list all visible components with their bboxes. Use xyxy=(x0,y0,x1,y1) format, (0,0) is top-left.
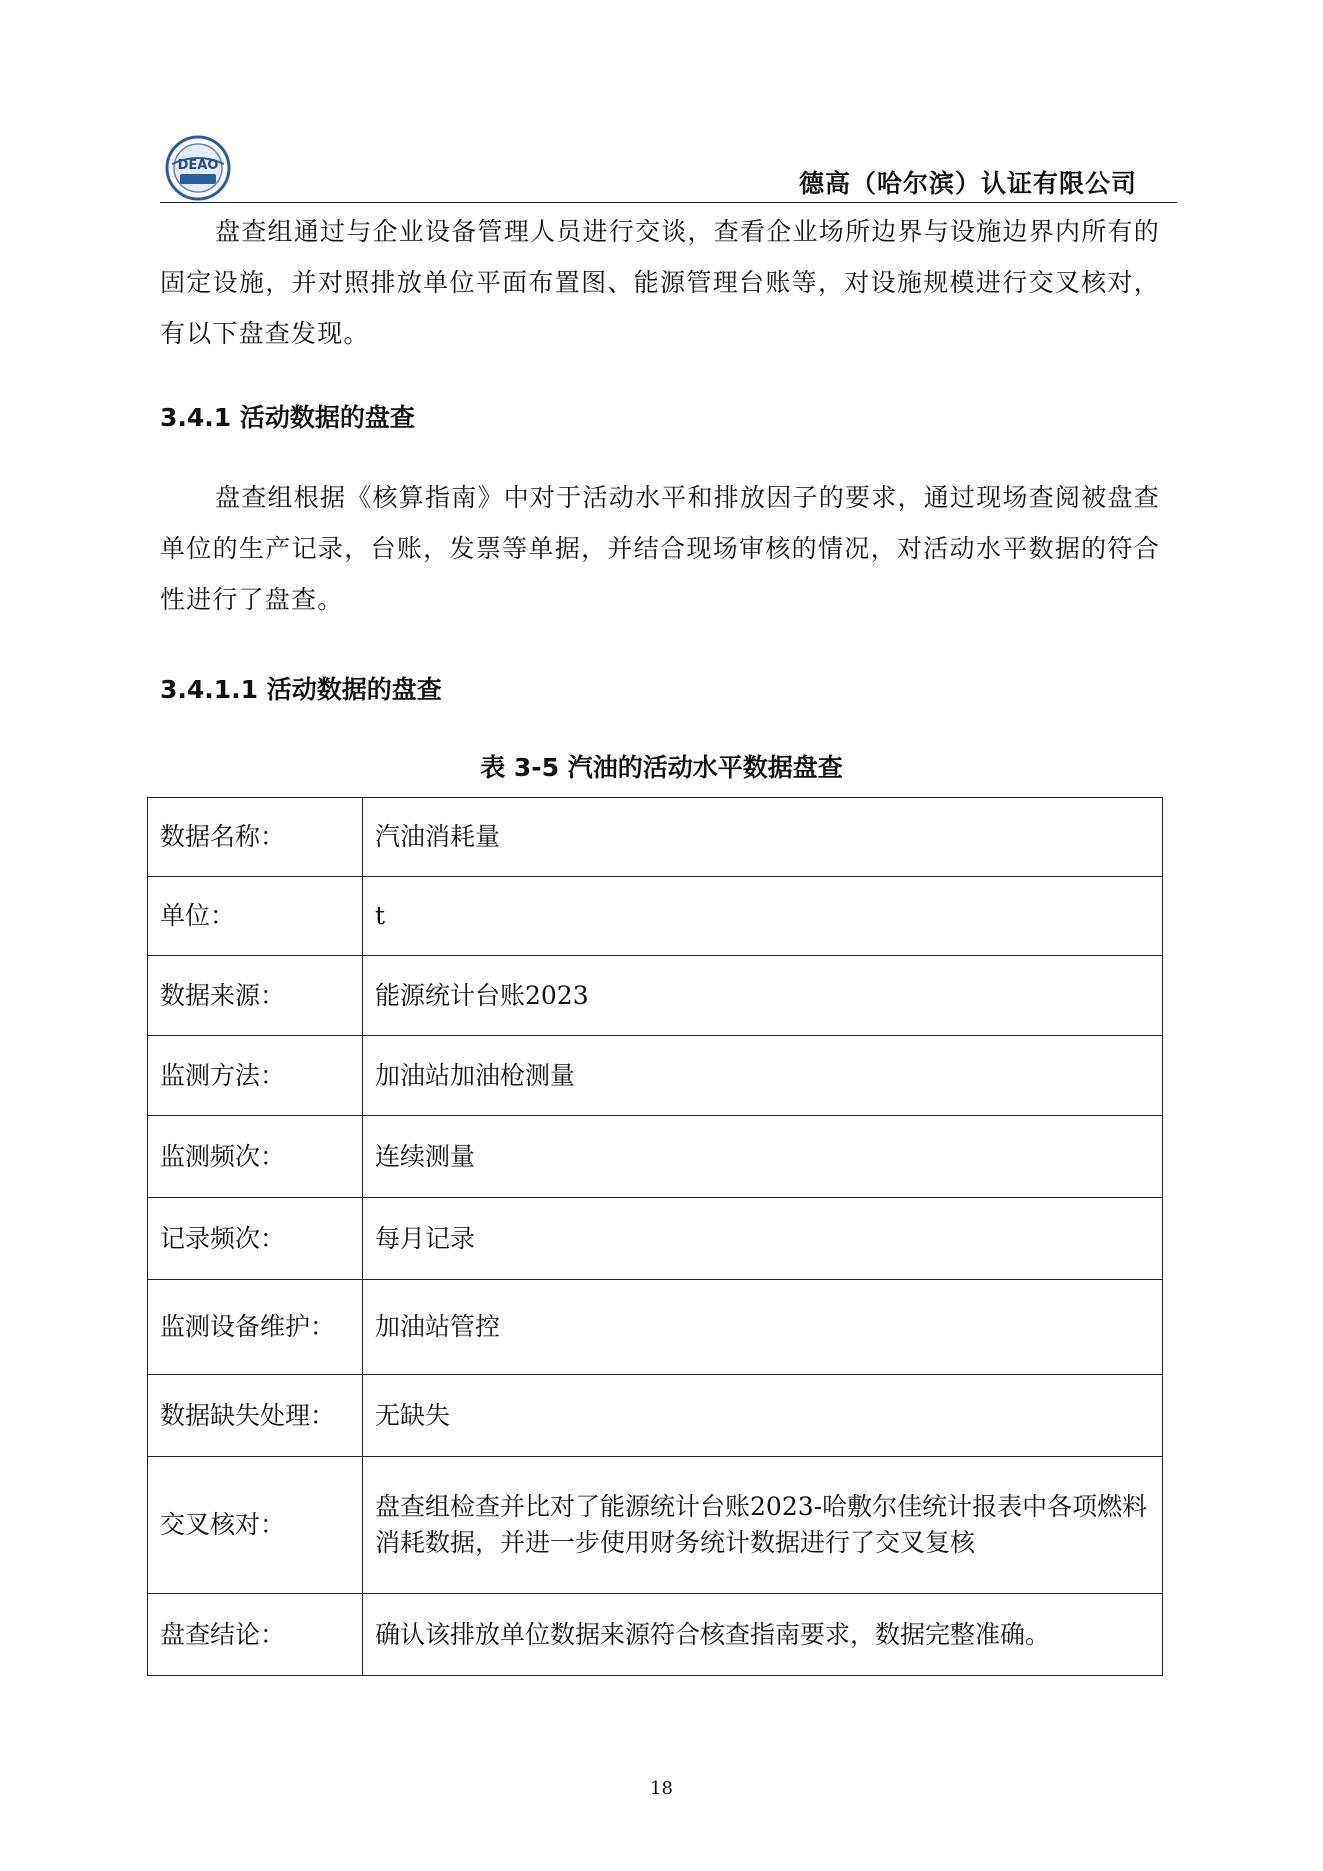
page-header xyxy=(160,130,1177,203)
row-label: 记录频次： xyxy=(148,1198,363,1280)
row-label: 监测方法： xyxy=(148,1036,363,1116)
company-name: 德高（哈尔滨）认证有限公司 xyxy=(798,169,1137,198)
row-value: 汽油消耗量 xyxy=(363,798,1163,877)
row-label: 数据来源： xyxy=(148,956,363,1036)
table-row xyxy=(148,1280,1163,1375)
row-label: 监测频次： xyxy=(148,1116,363,1198)
table-row xyxy=(148,1594,1163,1676)
row-value: 无缺失 xyxy=(363,1375,1163,1457)
row-value: 盘查组检查并比对了能源统计台账2023-哈敷尔佳统计报表中各项燃料消耗数据，并进一步使用财务统计数据进行了交叉复核 xyxy=(363,1457,1163,1594)
svg-text:DEAO: DEAO xyxy=(177,158,219,173)
table-row xyxy=(148,956,1163,1036)
row-label: 交叉核对： xyxy=(148,1457,363,1594)
intro-paragraph: 盘查组通过与企业设备管理人员进行交谈，查看企业场所边界与设施边界内所有的固定设施，并对照排放单位平面布置图、能源管理台账等，对设施规模进行交叉核对，有以下盘查发现。 xyxy=(160,217,1160,348)
company-logo-icon xyxy=(164,134,232,202)
row-label: 单位： xyxy=(148,877,363,956)
page-number: 18 xyxy=(650,1778,673,1799)
table-row xyxy=(148,798,1163,877)
table-row xyxy=(148,1116,1163,1198)
row-value: 连续测量 xyxy=(363,1116,1163,1198)
row-label: 盘查结论： xyxy=(148,1594,363,1676)
table-title: 表 3-5 汽油的活动水平数据盘查 xyxy=(480,753,843,782)
table-row xyxy=(148,1036,1163,1116)
gasoline-activity-data-table xyxy=(147,797,1163,1676)
row-value: 加油站加油枪测量 xyxy=(363,1036,1163,1116)
row-value: 确认该排放单位数据来源符合核查指南要求，数据完整准确。 xyxy=(363,1594,1163,1676)
section-heading-3-4-1-1: 3.4.1.1 活动数据的盘查 xyxy=(160,675,442,704)
row-value: 加油站管控 xyxy=(363,1280,1163,1375)
row-value: t xyxy=(363,877,1163,956)
table-row xyxy=(148,877,1163,956)
row-label: 数据缺失处理： xyxy=(148,1375,363,1457)
row-value: 能源统计台账2023 xyxy=(363,956,1163,1036)
table-row xyxy=(148,1198,1163,1280)
table-row xyxy=(148,1375,1163,1457)
row-label: 监测设备维护： xyxy=(148,1280,363,1375)
table-row xyxy=(148,1457,1163,1594)
activity-data-paragraph: 盘查组根据《核算指南》中对于活动水平和排放因子的要求，通过现场查阅被盘查单位的生产记录，台账，发票等单据，并结合现场审核的情况，对活动水平数据的符合性进行了盘查。 xyxy=(160,483,1160,614)
section-heading-3-4-1: 3.4.1 活动数据的盘查 xyxy=(160,403,415,432)
row-label: 数据名称： xyxy=(148,798,363,877)
row-value: 每月记录 xyxy=(363,1198,1163,1280)
